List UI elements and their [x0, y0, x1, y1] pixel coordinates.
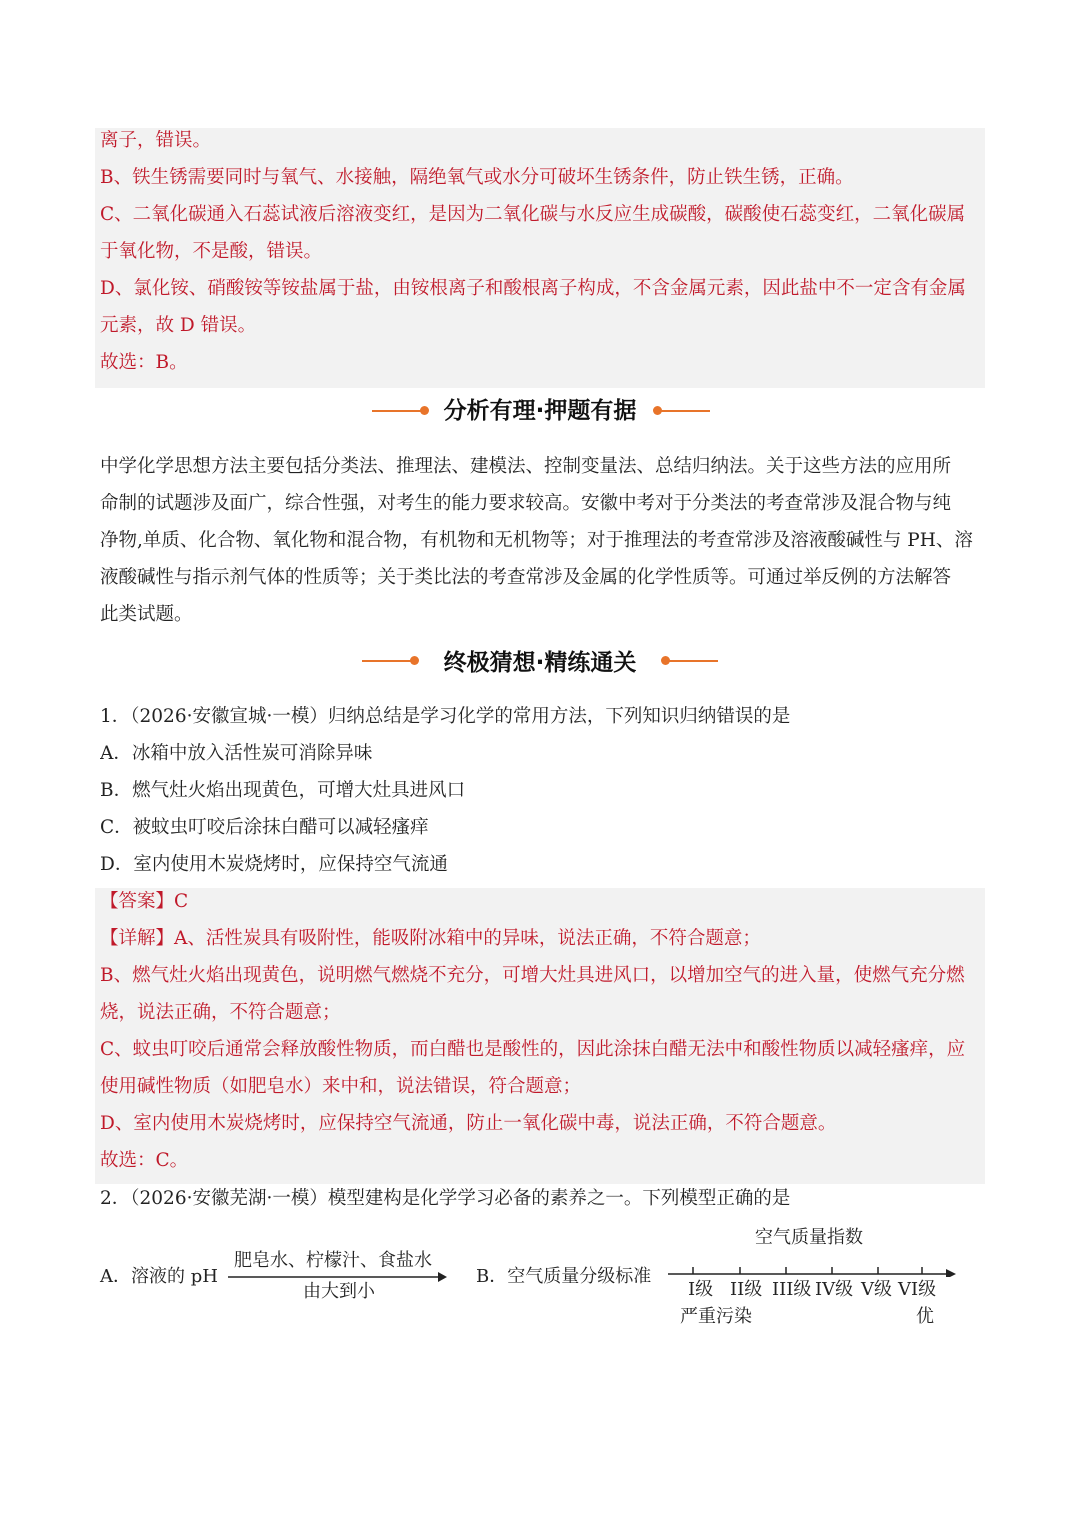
- option-a-below-arrow: 由大到小: [303, 1281, 375, 1302]
- explanation-line: 故选：B。: [100, 352, 188, 373]
- right-note: 优: [916, 1306, 934, 1327]
- option-b-axis-title: 空气质量指数: [755, 1227, 863, 1248]
- question-2-stem: 2．（2026·安徽芜湖·一模）模型建构是化学学习必备的素养之一。下列模型正确的是: [100, 1188, 791, 1209]
- question-1-stem: 1．（2026·安徽宣城·一模）归纳总结是学习化学的常用方法，下列知识归纳错误的是: [100, 706, 791, 727]
- answer-tag: 【答案】: [100, 891, 175, 912]
- level-label: I级: [688, 1279, 714, 1300]
- option-a-arrow-icon: [228, 1270, 448, 1284]
- section-title: 分析有理·押题有据: [443, 398, 637, 424]
- section-title: 终极猜想·精练通关: [443, 650, 637, 676]
- detail-line: 使用碱性物质（如肥皂水）来中和，说法错误，符合题意；: [100, 1076, 582, 1097]
- detail-line: 烧，说法正确，不符合题意；: [100, 1002, 341, 1023]
- detail-line: D、室内使用木炭烧烤时，应保持空气流通，防止一氧化碳中毒，说法正确，不符合题意。: [100, 1113, 837, 1134]
- explanation-line: D、氯化铵、硝酸铵等铵盐属于盐，由铵根离子和酸根离子构成，不含金属元素，因此盐中不一定含有金属: [100, 278, 966, 299]
- question-1-option-d: D．室内使用木炭烧烤时，应保持空气流通: [100, 854, 448, 875]
- intro-line: 液酸碱性与指示剂气体的性质等；关于类比法的考查常涉及金属的化学性质等。可通过举反例的方法解答: [100, 567, 952, 588]
- intro-line: 净物,单质、化合物、氧化物和混合物，有机物和无机物等；对于推理法的考查常涉及溶液酸碱性与 PH、溶: [100, 530, 973, 551]
- explanation-line: B、铁生锈需要同时与氧气、水接触，隔绝氧气或水分可破坏生锈条件，防止铁生锈，正确。: [100, 167, 854, 188]
- heading-decor-line-right: [660, 410, 710, 412]
- explanation-line: 元素，故 D 错误。: [100, 315, 257, 336]
- left-note: 严重污染: [680, 1306, 752, 1327]
- section-heading-practice: [0, 643, 1080, 683]
- answer-value: C: [174, 891, 189, 912]
- intro-line: 命制的试题涉及面广，综合性强，对考生的能力要求较高。安徽中考对于分类法的考查常涉及混合物与纯: [100, 493, 952, 514]
- detail-first: A、活性炭具有吸附性，能吸附冰箱中的异味，说法正确，不符合题意；: [174, 928, 761, 949]
- explanation-line: 离子，错误。: [100, 130, 212, 151]
- intro-line: 中学化学思想方法主要包括分类法、推理法、建模法、控制变量法、总结归纳法。关于这些方法的应用所: [100, 456, 952, 477]
- question-1-option-b: B．燃气灶火焰出现黄色，可增大灶具进风口: [100, 780, 466, 801]
- option-a-above-arrow: 肥皂水、柠檬汁、食盐水: [234, 1250, 432, 1271]
- level-label: V级: [861, 1279, 892, 1300]
- option-a-label: A．溶液的 pH: [100, 1266, 218, 1287]
- section-heading-analysis: [0, 391, 1080, 431]
- explanation-line: 于氧化物，不是酸，错误。: [100, 241, 323, 262]
- question-1-option-c: C．被蚊虫叮咬后涂抹白醋可以减轻瘙痒: [100, 817, 429, 838]
- detail-line: B、燃气灶火焰出现黄色，说明燃气燃烧不充分，可增大灶具进风口，以增加空气的进入量，使燃气充分燃: [100, 965, 965, 986]
- intro-line: 此类试题。: [100, 604, 193, 625]
- level-label: IV级: [815, 1279, 854, 1300]
- detail-line: C、蚊虫叮咬后通常会释放酸性物质，而白醋也是酸性的，因此涂抹白醋无法中和酸性物质以减轻瘙痒，应: [100, 1039, 966, 1060]
- heading-decor-line-right: [668, 660, 718, 662]
- detail-line: 故选：C。: [100, 1150, 189, 1171]
- detail-line: [100, 927, 984, 951]
- answer-line: [100, 890, 984, 914]
- level-label: II级: [730, 1279, 763, 1300]
- question-1-option-a: A．冰箱中放入活性炭可消除异味: [100, 743, 373, 764]
- option-b-axis-arrow-icon: [668, 1263, 958, 1277]
- level-label: III级: [772, 1279, 812, 1300]
- option-b-label: B．空气质量分级标准: [476, 1266, 652, 1287]
- explanation-line: C、二氧化碳通入石蕊试液后溶液变红，是因为二氧化碳与水反应生成碳酸，碳酸使石蕊变红，二氧化碳属: [100, 204, 966, 225]
- detail-tag: 【详解】: [100, 928, 175, 949]
- level-label: VI级: [898, 1279, 937, 1300]
